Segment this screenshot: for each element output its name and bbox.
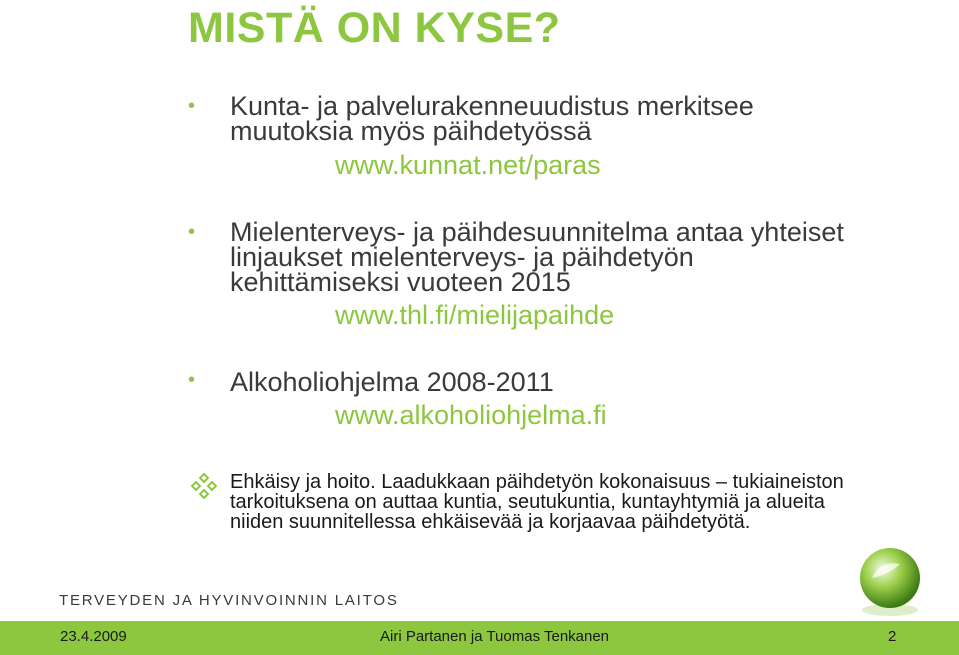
green-sphere-logo-icon [850,540,930,620]
page-number: 2 [888,628,897,645]
sub-bullet-text: Ehkäisy ja hoito. Laadukkaan päihdetyön kokonaisuus – tukiaineiston tarkoituksena on auttaa kuntia, seutukuntia, kuntayhtymiä ja alueita niiden suunnitellessa ehkäisevää ja korjaavaa päihdetyötä. [230,471,844,533]
link-alkoholiohjelma[interactable]: www.alkoholiohjelma.fi [335,400,607,430]
bullet-icon: • [188,369,196,391]
footer-date: 23.4.2009 [60,628,127,645]
bullet-text-3: Alkoholiohjelma 2008-2011 [230,367,554,397]
link-kunnat[interactable]: www.kunnat.net/paras [335,150,601,180]
footer-author: Airi Partanen ja Tuomas Tenkanen [380,628,610,645]
bullet-text-2: Mielenterveys- ja päihdesuunnitelma antaa yhteiset linjaukset mielenterveys- ja päihdetyön kehittämiseksi vuoteen 2015 [230,217,844,297]
bullet-icon: • [188,95,196,117]
bullet-icon: • [188,221,196,243]
bullet-text-1: Kunta- ja palvelurakenneuudistus merkitsee muutoksia myös päihdetyössä [230,91,754,146]
slide-title: MISTÄ ON KYSE? [188,4,561,52]
diamond-bullet-icon [190,472,218,500]
footer-bar [0,621,959,655]
organization-name: TERVEYDEN JA HYVINVOINNIN LAITOS [59,592,399,609]
link-thl[interactable]: www.thl.fi/mielijapaihde [335,300,615,330]
